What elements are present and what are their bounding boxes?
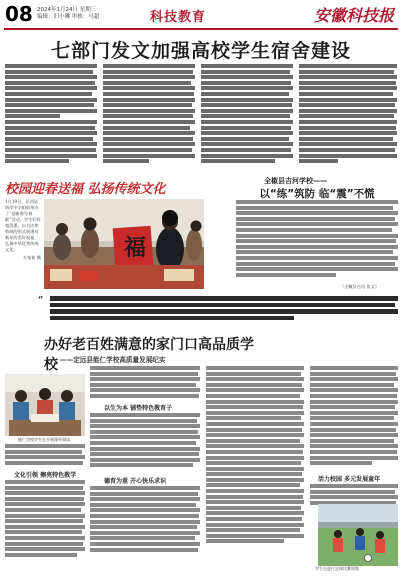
feature-col-1b xyxy=(5,480,85,558)
quote-mark: “ xyxy=(38,296,44,306)
commentary-body xyxy=(236,200,398,278)
section-title: 科技教育 xyxy=(150,10,207,25)
feature-subheadline: ——定远县能仁学校高质量发展纪实 xyxy=(60,356,166,364)
section-head-culture: 文化引领 擦亮特色教学 xyxy=(14,472,77,479)
issue-editors: 编辑：旧小琳 审核：马超 xyxy=(37,14,100,20)
feature-col-1 xyxy=(5,444,85,466)
feature-col-3 xyxy=(206,366,304,545)
header-rule xyxy=(4,28,398,30)
page-header xyxy=(0,0,402,30)
spring-couplet-photo xyxy=(44,199,204,289)
photo-byline: 万家裕 摄 xyxy=(22,255,41,260)
students-reading-photo xyxy=(5,374,85,436)
lead-article-col-2 xyxy=(103,64,195,165)
feature-col-2b xyxy=(90,413,200,469)
commentary-title: 以“练”筑防 临“震”不慌 xyxy=(259,188,375,200)
students-reading-illustration xyxy=(5,374,85,436)
lead-article-col-3 xyxy=(201,64,293,165)
page-number: 08 xyxy=(5,2,33,26)
lead-article-col-1 xyxy=(5,64,97,165)
commentary-byline: （全椒县吉河 张文） xyxy=(340,284,380,289)
spring-couplet-illustration xyxy=(44,199,204,289)
section-head-campus: 活力校园 多元发展童年 xyxy=(318,476,381,483)
issue-meta xyxy=(37,7,99,21)
photo3-caption: 学生在进行足球比赛训练 xyxy=(315,566,359,571)
issue-date: 2024年1月24日 星期三 xyxy=(37,7,97,13)
svg-text:福: 福 xyxy=(124,235,147,261)
photo2-caption: 能仁学校学生在开展课外阅读 xyxy=(18,437,70,442)
football-training-photo xyxy=(318,504,398,566)
photo-story-banner: 校园迎春送福 弘扬传统文化 xyxy=(5,182,166,197)
bold-intro-paragraph xyxy=(50,296,398,322)
feature-col-4 xyxy=(310,366,398,467)
photo-caption-text: 1月19日，岳西县海岸中学组织举办了“迎新春写春联”活动，学生们挥毫泼墨，以书法和剪纸的形式展现对新年的美好祝福，弘扬中华优秀传统文化。 xyxy=(5,199,41,252)
lead-article-col-4 xyxy=(299,64,397,165)
section-head-student: 以生为本 铺垫特色教育子 xyxy=(104,405,173,412)
main-headline: 七部门发文加强高校学生宿舍建设 xyxy=(50,40,351,62)
photo-side-caption xyxy=(5,199,41,261)
feature-col-2 xyxy=(90,366,200,400)
masthead-logo: 安徽科技报 xyxy=(313,6,394,25)
feature-col-2c xyxy=(90,486,200,553)
section-head-moral: 德育为重 开心快乐求识 xyxy=(104,478,167,485)
feature-headline: 办好老百姓满意的家门口高品质学校 xyxy=(44,337,254,373)
commentary-kicker: 全椒县吉河学校—— xyxy=(264,177,327,185)
football-training-illustration xyxy=(318,504,398,566)
